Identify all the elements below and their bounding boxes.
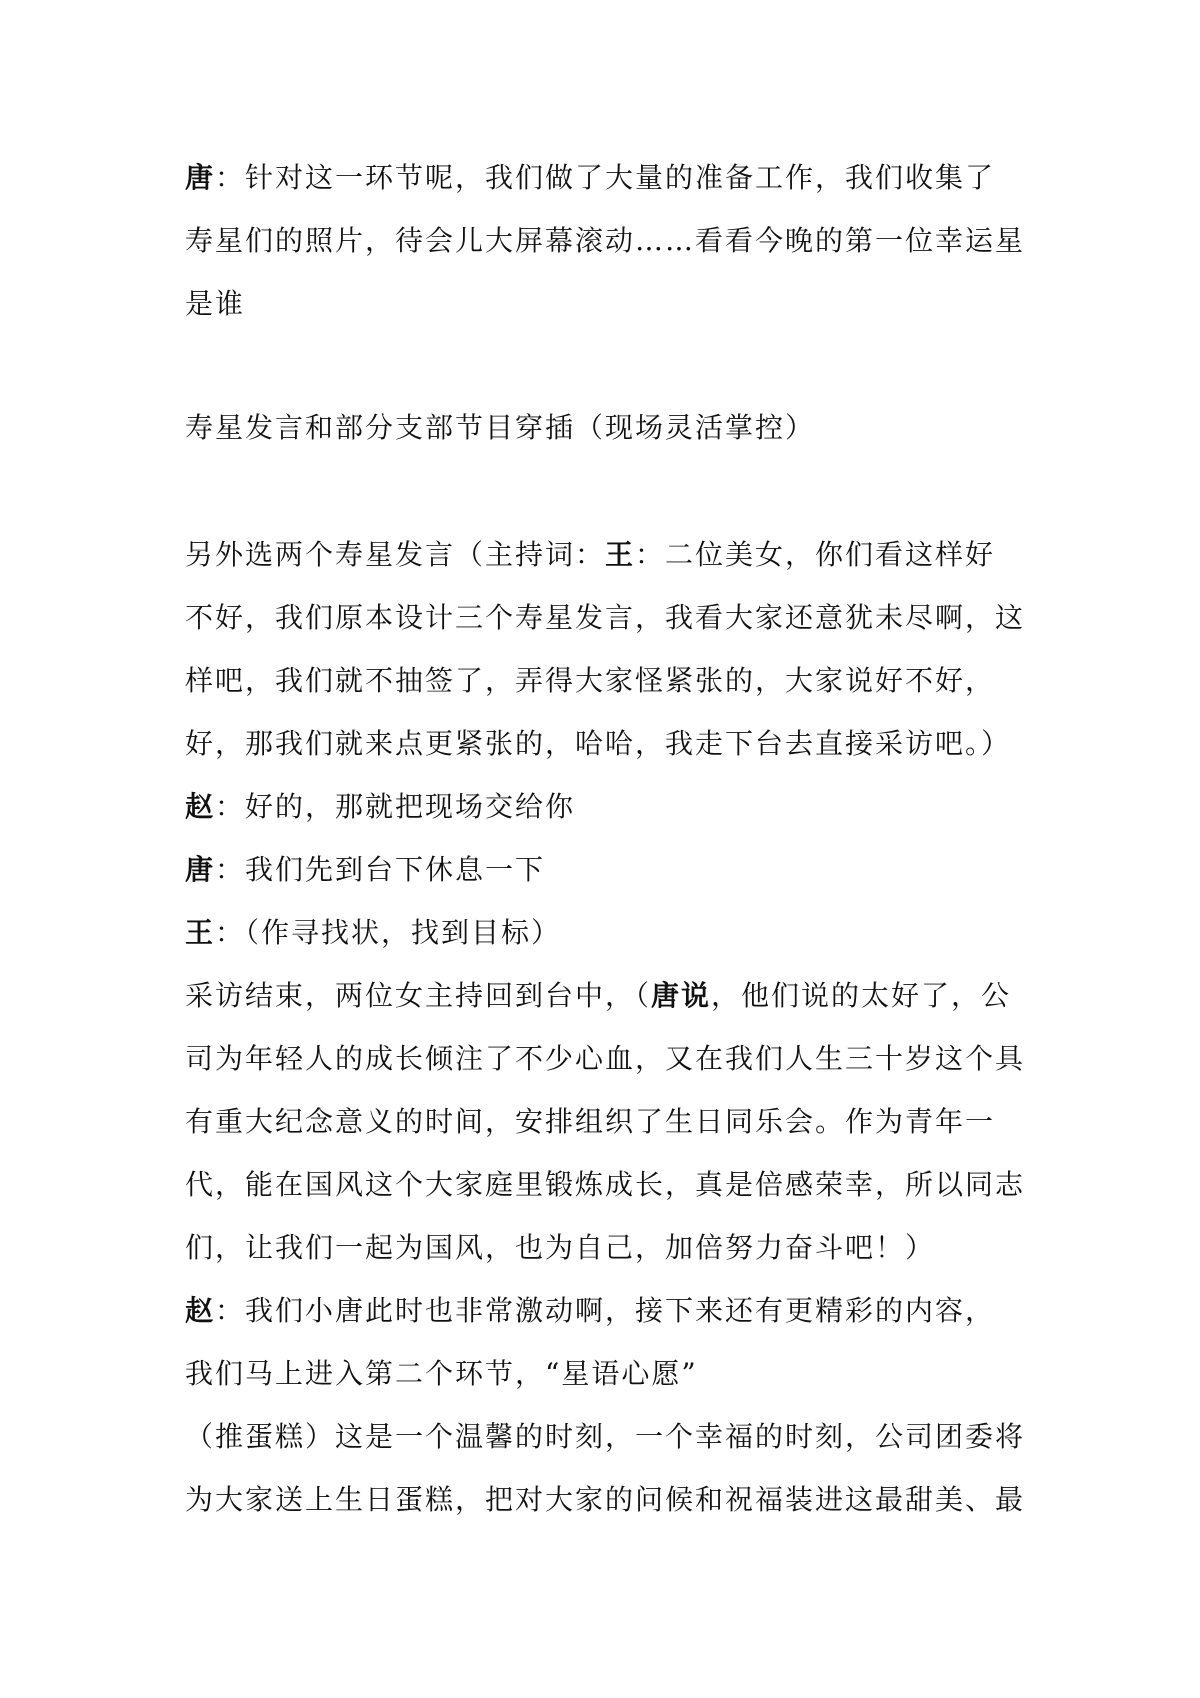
speaker-label: 赵 bbox=[185, 790, 216, 823]
paragraph-interview-end bbox=[185, 964, 1025, 1279]
dialogue-line-zhao bbox=[185, 775, 1025, 838]
speaker-label: 王 bbox=[185, 916, 216, 949]
paragraph-speech-selection bbox=[185, 523, 1025, 775]
section-heading: 寿星发言和部分支部节目穿插（现场灵活掌控） bbox=[185, 411, 816, 444]
paragraph-text: 另外选两个寿星发言（主持词： bbox=[185, 538, 606, 571]
main-content bbox=[185, 523, 1025, 1531]
speaker-label: 唐说 bbox=[651, 979, 712, 1012]
paragraph-text: ：二位美女，你们看这样好不好，我们原本设计三个寿星发言，我看大家还意犹未尽啊，这样吧，我们就不抽签了，弄得大家怪紧张的，大家说好不好，好，那我们就来点更紧张的，哈哈，我走下台去直接采访吧。） bbox=[185, 538, 1026, 760]
speaker-label: 赵 bbox=[185, 1294, 216, 1327]
paragraph-text: ，他们说的太好了，公司为年轻人的成长倾注了不少心血，又在我们人生三十岁这个具有重大纪念意义的时间，安排组织了生日同乐会。作为青年一代，能在国风这个大家庭里锻炼成长，真是倍感荣幸，所以同志们，让我们一起为国风，也为自己，加倍努力奋斗吧！） bbox=[185, 979, 1026, 1264]
speaker-label: 唐 bbox=[185, 853, 216, 886]
dialogue-text: ：我们先到台下休息一下 bbox=[215, 853, 546, 886]
dialogue-block-tang bbox=[185, 146, 1025, 335]
dialogue-text: ：好的，那就把现场交给你 bbox=[215, 790, 576, 823]
speaker-label: 王 bbox=[605, 538, 636, 571]
speaker-label: 唐 bbox=[185, 161, 216, 194]
dialogue-line-tang bbox=[185, 838, 1025, 901]
dialogue-line-zhao-2 bbox=[185, 1279, 1025, 1405]
dialogue-text: ：我们小唐此时也非常激动啊，接下来还有更精彩的内容，我们马上进入第二个环节，“星语心愿” bbox=[185, 1294, 996, 1390]
paragraph-text: 采访结束，两位女主持回到台中，（ bbox=[185, 979, 652, 1012]
dialogue-text: ：针对这一环节呢，我们做了大量的准备工作，我们收集了寿星们的照片，待会儿大屏幕滚动……看看今晚的第一位幸运星是谁 bbox=[185, 161, 1026, 320]
dialogue-text: ：（作寻找状，找到目标） bbox=[215, 916, 562, 949]
dialogue-line-wang bbox=[185, 901, 1025, 964]
paragraph-cake: （推蛋糕）这是一个温馨的时刻，一个幸福的时刻，公司团委将为大家送上生日蛋糕，把对大家的问候和祝福装进这最甜美、最 bbox=[185, 1420, 1026, 1516]
